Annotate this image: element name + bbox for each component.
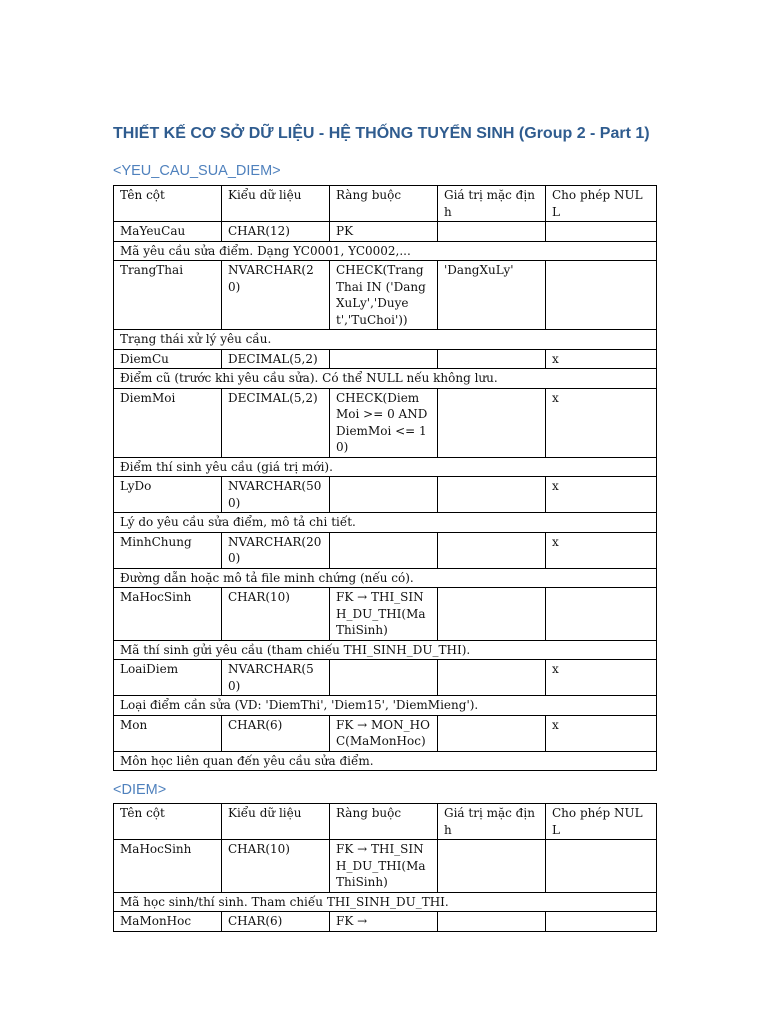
table-row [114, 388, 657, 457]
description-row [114, 513, 657, 533]
cell-column-name: MinhChung [114, 532, 222, 568]
description-row [114, 330, 657, 350]
description-row [114, 751, 657, 771]
header-cell-constraint: Ràng buộc [330, 804, 438, 840]
cell-constraint: CHECK(TrangThai IN ('DangXuLy','Duyet','TuChoi')) [330, 261, 438, 330]
description-row [114, 892, 657, 912]
cell-nullable: x [546, 477, 657, 513]
cell-nullable [546, 261, 657, 330]
description-row [114, 640, 657, 660]
table-row [114, 349, 657, 369]
cell-data-type: NVARCHAR(20) [222, 261, 330, 330]
cell-data-type: CHAR(6) [222, 912, 330, 932]
header-cell-column-name: Tên cột [114, 804, 222, 840]
table-header-row [114, 804, 657, 840]
cell-default [438, 477, 546, 513]
cell-description: Lý do yêu cầu sửa điểm, mô tả chi tiết. [114, 513, 657, 533]
cell-description: Loại điểm cần sửa (VD: 'DiemThi', 'Diem15', 'DiemMieng'). [114, 696, 657, 716]
description-row [114, 457, 657, 477]
cell-data-type: CHAR(10) [222, 840, 330, 893]
cell-nullable: x [546, 715, 657, 751]
table-row [114, 477, 657, 513]
cell-constraint: FK → MON_HOC(MaMonHoc) [330, 715, 438, 751]
section-heading-yeu-cau-sua-diem: <YEU_CAU_SUA_DIEM> [113, 163, 281, 179]
description-row [114, 696, 657, 716]
cell-constraint: FK → THI_SINH_DU_THI(MaThiSinh) [330, 588, 438, 641]
cell-data-type: CHAR(6) [222, 715, 330, 751]
cell-nullable [546, 912, 657, 932]
schema-table-diem [113, 803, 657, 932]
cell-default: 'DangXuLy' [438, 261, 546, 330]
cell-description: Trạng thái xử lý yêu cầu. [114, 330, 657, 350]
header-cell-default: Giá trị mặc định [438, 186, 546, 222]
table-row [114, 660, 657, 696]
schema-table-yeu-cau-sua-diem [113, 185, 657, 771]
cell-constraint [330, 660, 438, 696]
cell-nullable [546, 222, 657, 242]
cell-description: Môn học liên quan đến yêu cầu sửa điểm. [114, 751, 657, 771]
cell-description: Mã thí sinh gửi yêu cầu (tham chiếu THI_SINH_DU_THI). [114, 640, 657, 660]
cell-constraint [330, 349, 438, 369]
table-row [114, 840, 657, 893]
cell-description: Mã học sinh/thí sinh. Tham chiếu THI_SINH_DU_THI. [114, 892, 657, 912]
cell-column-name: MaHocSinh [114, 588, 222, 641]
description-row [114, 568, 657, 588]
header-cell-column-name: Tên cột [114, 186, 222, 222]
section-heading-diem: <DIEM> [113, 782, 167, 798]
table-row [114, 715, 657, 751]
cell-constraint: FK → THI_SINH_DU_THI(MaThiSinh) [330, 840, 438, 893]
cell-default [438, 222, 546, 242]
cell-column-name: MaYeuCau [114, 222, 222, 242]
cell-nullable: x [546, 349, 657, 369]
cell-nullable [546, 840, 657, 893]
cell-column-name: TrangThai [114, 261, 222, 330]
table-row [114, 222, 657, 242]
cell-constraint: FK → [330, 912, 438, 932]
cell-constraint [330, 532, 438, 568]
header-cell-default: Giá trị mặc định [438, 804, 546, 840]
cell-data-type: CHAR(12) [222, 222, 330, 242]
table-row [114, 532, 657, 568]
cell-constraint: CHECK(DiemMoi >= 0 AND DiemMoi <= 10) [330, 388, 438, 457]
table-row [114, 912, 657, 932]
table-row [114, 261, 657, 330]
cell-data-type: DECIMAL(5,2) [222, 349, 330, 369]
cell-nullable: x [546, 388, 657, 457]
cell-column-name: Mon [114, 715, 222, 751]
cell-default [438, 840, 546, 893]
cell-column-name: LoaiDiem [114, 660, 222, 696]
cell-column-name: MaMonHoc [114, 912, 222, 932]
cell-description: Đường dẫn hoặc mô tả file minh chứng (nếu có). [114, 568, 657, 588]
cell-default [438, 912, 546, 932]
cell-column-name: DiemMoi [114, 388, 222, 457]
header-cell-data-type: Kiểu dữ liệu [222, 186, 330, 222]
cell-column-name: MaHocSinh [114, 840, 222, 893]
cell-column-name: DiemCu [114, 349, 222, 369]
cell-description: Mã yêu cầu sửa điểm. Dạng YC0001, YC0002,... [114, 241, 657, 261]
cell-default [438, 588, 546, 641]
cell-data-type: NVARCHAR(500) [222, 477, 330, 513]
document-title: THIẾT KẾ CƠ SỞ DỮ LIỆU - HỆ THỐNG TUYỂN SINH (Group 2 - Part 1) [113, 125, 650, 142]
cell-default [438, 349, 546, 369]
cell-column-name: LyDo [114, 477, 222, 513]
table-row [114, 588, 657, 641]
cell-nullable: x [546, 532, 657, 568]
header-cell-nullable: Cho phép NULL [546, 804, 657, 840]
table-header-row [114, 186, 657, 222]
cell-nullable [546, 588, 657, 641]
header-cell-data-type: Kiểu dữ liệu [222, 804, 330, 840]
header-cell-nullable: Cho phép NULL [546, 186, 657, 222]
cell-description: Điểm cũ (trước khi yêu cầu sửa). Có thể NULL nếu không lưu. [114, 369, 657, 389]
cell-nullable: x [546, 660, 657, 696]
cell-default [438, 660, 546, 696]
cell-data-type: DECIMAL(5,2) [222, 388, 330, 457]
cell-default [438, 532, 546, 568]
cell-description: Điểm thí sinh yêu cầu (giá trị mới). [114, 457, 657, 477]
cell-data-type: CHAR(10) [222, 588, 330, 641]
cell-default [438, 715, 546, 751]
header-cell-constraint: Ràng buộc [330, 186, 438, 222]
cell-data-type: NVARCHAR(50) [222, 660, 330, 696]
cell-default [438, 388, 546, 457]
cell-constraint: PK [330, 222, 438, 242]
description-row [114, 241, 657, 261]
description-row [114, 369, 657, 389]
cell-data-type: NVARCHAR(200) [222, 532, 330, 568]
cell-constraint [330, 477, 438, 513]
